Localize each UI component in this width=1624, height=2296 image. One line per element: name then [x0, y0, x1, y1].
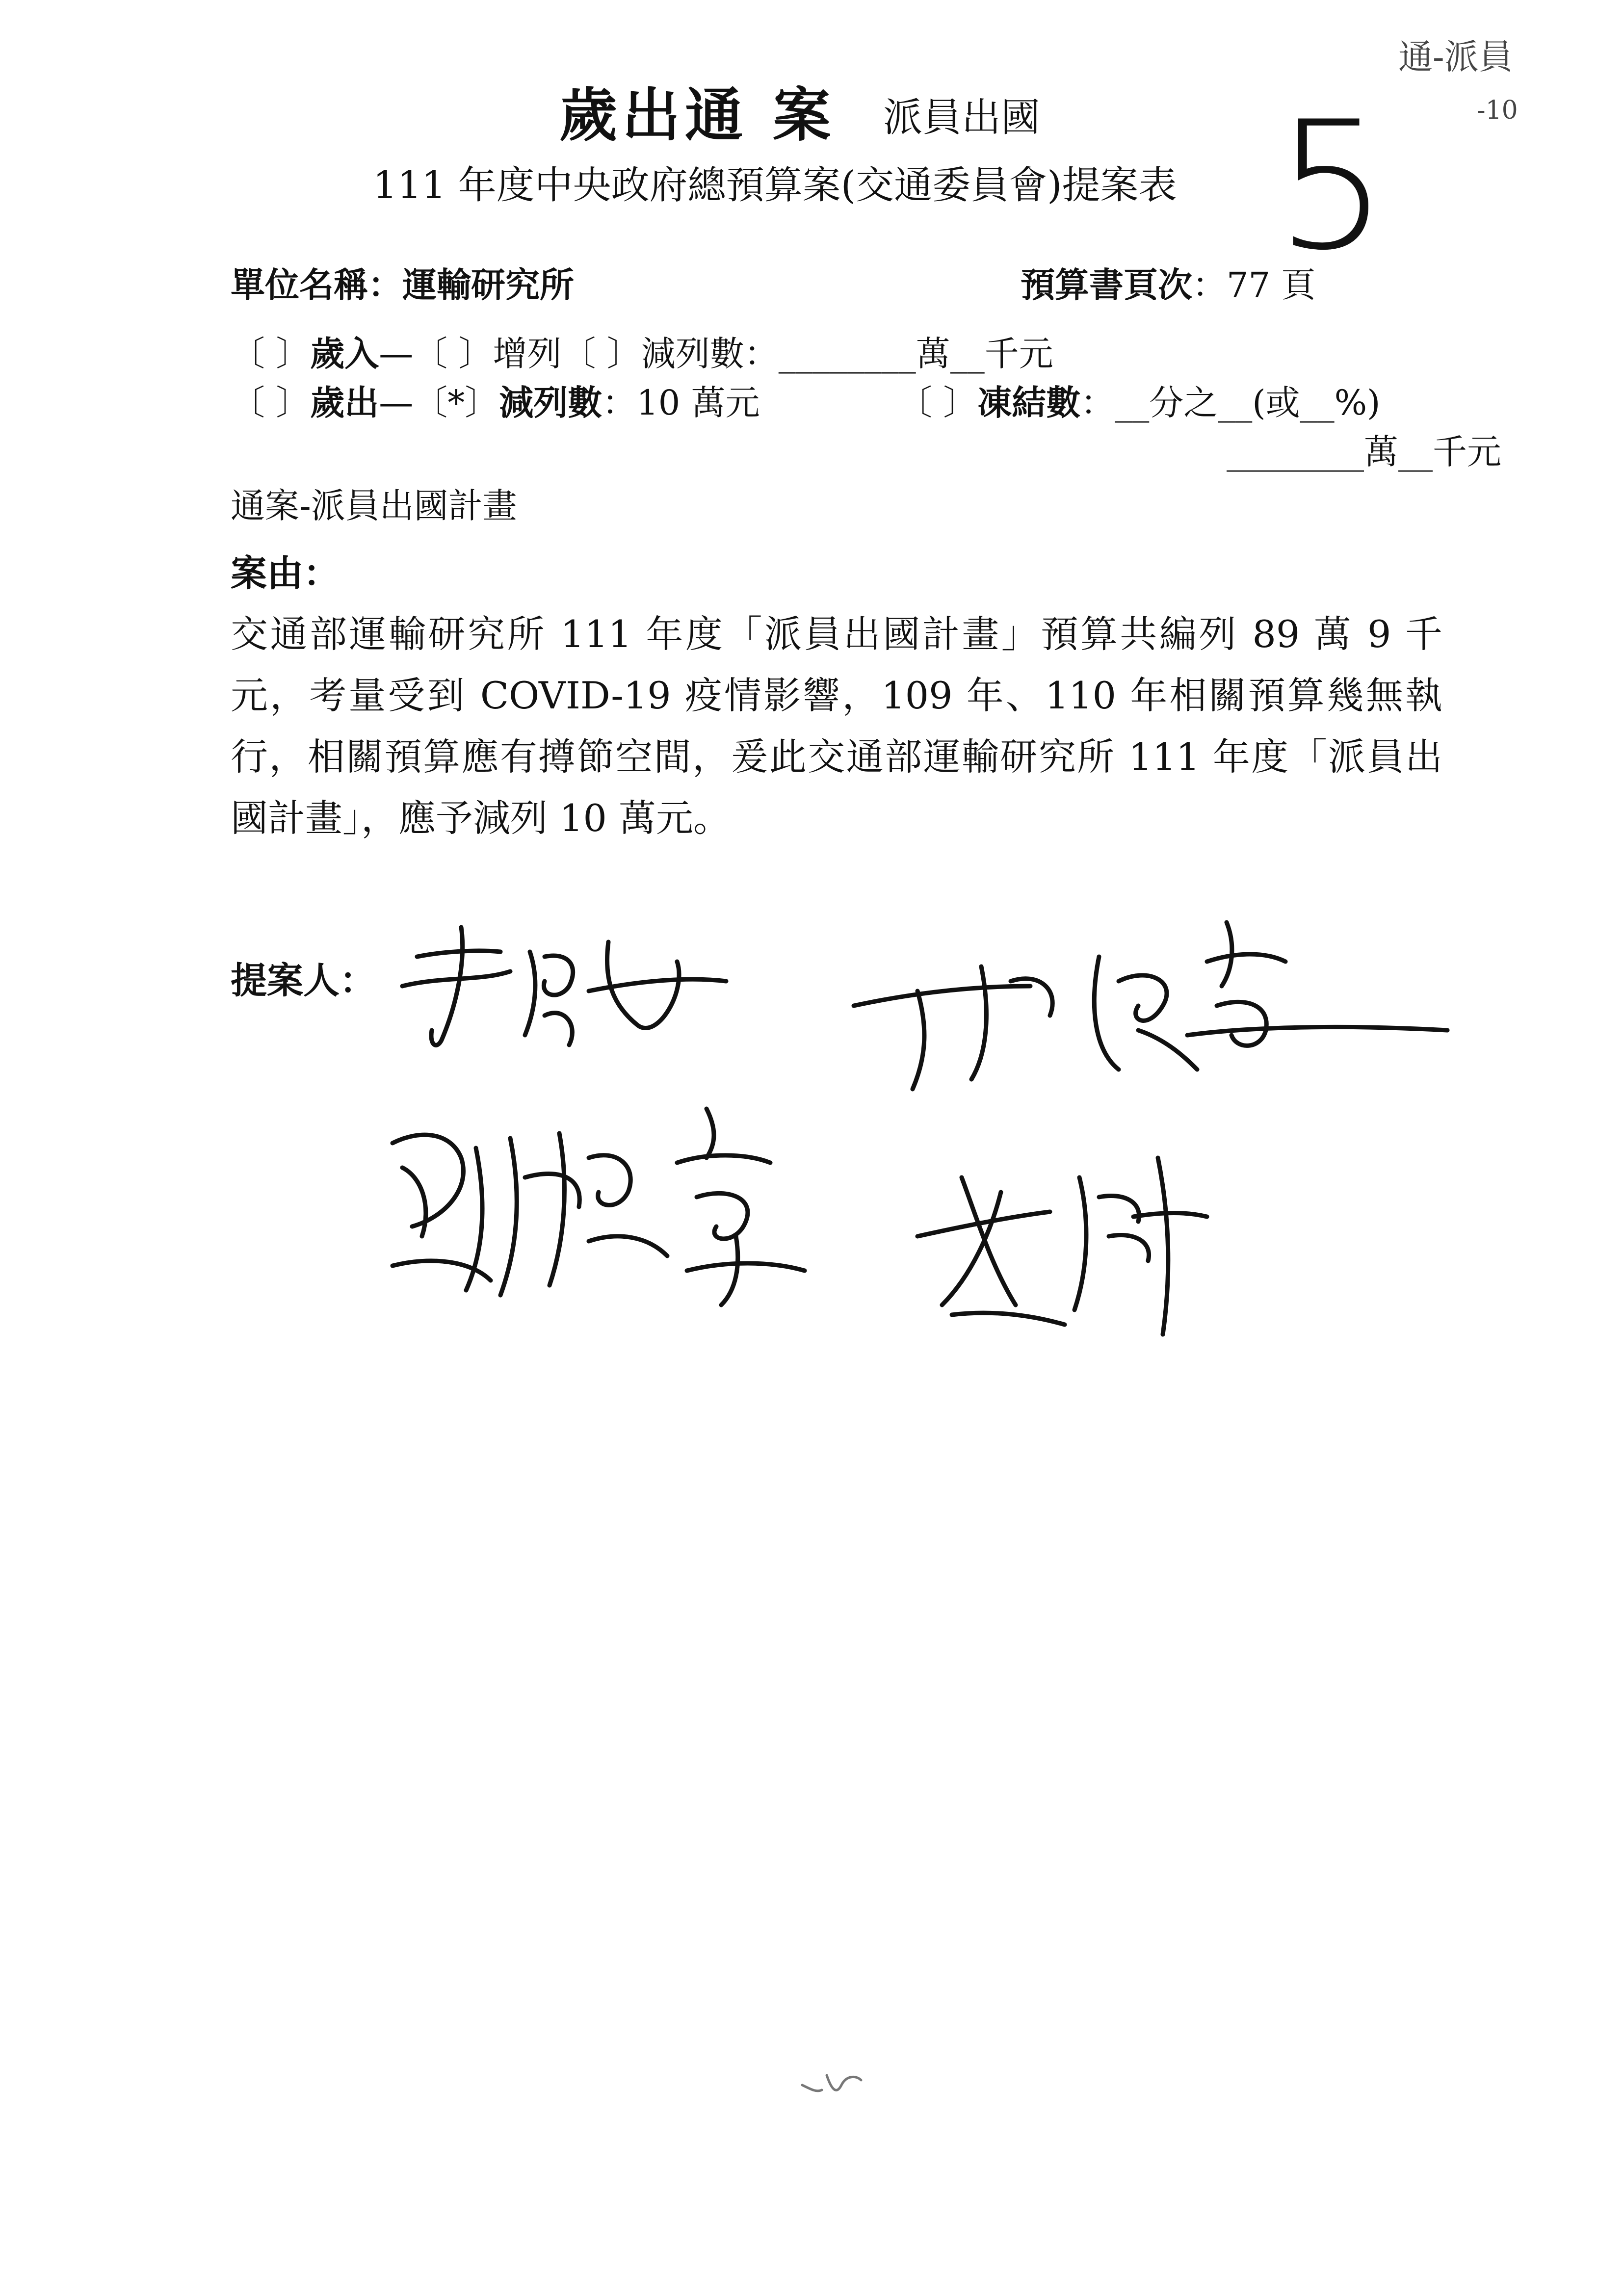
unit-value: 運輸研究所	[402, 264, 574, 305]
freeze-label: 凍結數	[977, 382, 1081, 423]
stamp-subtitle: 派員出國	[883, 95, 1040, 140]
unit-label: 單位名稱：	[231, 264, 402, 305]
signature-4	[903, 1119, 1217, 1339]
stamp-title: 歲出通 案	[559, 81, 836, 149]
signature-2	[844, 893, 1457, 1099]
item-line: 通案-派員出國計畫	[231, 486, 517, 526]
freeze-amount-line: ________萬__千元	[1227, 432, 1501, 472]
cut-label: 減列數	[499, 382, 602, 423]
revenue-text: —〔 〕增列〔 〕減列數：________萬__千元	[379, 334, 1053, 374]
freeze-text: ：__分之__(或__%)	[1080, 383, 1381, 423]
expense-check: —〔*〕	[379, 383, 499, 423]
handwritten-note: 通-派員	[1398, 37, 1513, 77]
unit-row	[231, 258, 574, 307]
page-row	[1021, 258, 1315, 307]
document-title: 111 年度中央政府總預算案(交通委員會)提案表	[373, 163, 1177, 208]
bottom-mark	[797, 2065, 871, 2105]
freeze-bracket: 〔 〕	[898, 383, 978, 423]
revenue-label: 歲入	[310, 333, 379, 374]
signature-3	[363, 1079, 854, 1315]
freeze-row	[898, 375, 1380, 425]
expense-label: 歲出	[310, 382, 379, 423]
revenue-bracket: 〔 〕	[231, 334, 311, 374]
reason-body: 交通部運輸研究所 111 年度「派員出國計畫」預算共編列 89 萬 9 千元，考量受到 COVID-19 疫情影響，109 年、110 年相關預算幾無執行，相關預算應有撙節空間，爰此交通部運輸研究所 111 年度「派員出國計畫」，應予減列 10 萬元。	[231, 612, 1442, 840]
signature-1	[383, 883, 736, 1070]
reason-title: 案由：	[231, 552, 340, 595]
page-label: 預算書頁次	[1021, 264, 1192, 305]
proposal-number: 5	[1276, 83, 1388, 289]
handwritten-amount: -10	[1477, 96, 1518, 125]
page-value: ：77 頁	[1192, 265, 1316, 305]
proposer-label: 提案人：	[231, 960, 376, 1002]
expense-bracket: 〔 〕	[231, 383, 311, 423]
cut-value: ：10 萬元	[602, 383, 760, 423]
revenue-row	[231, 326, 1053, 376]
expense-row	[231, 375, 760, 425]
